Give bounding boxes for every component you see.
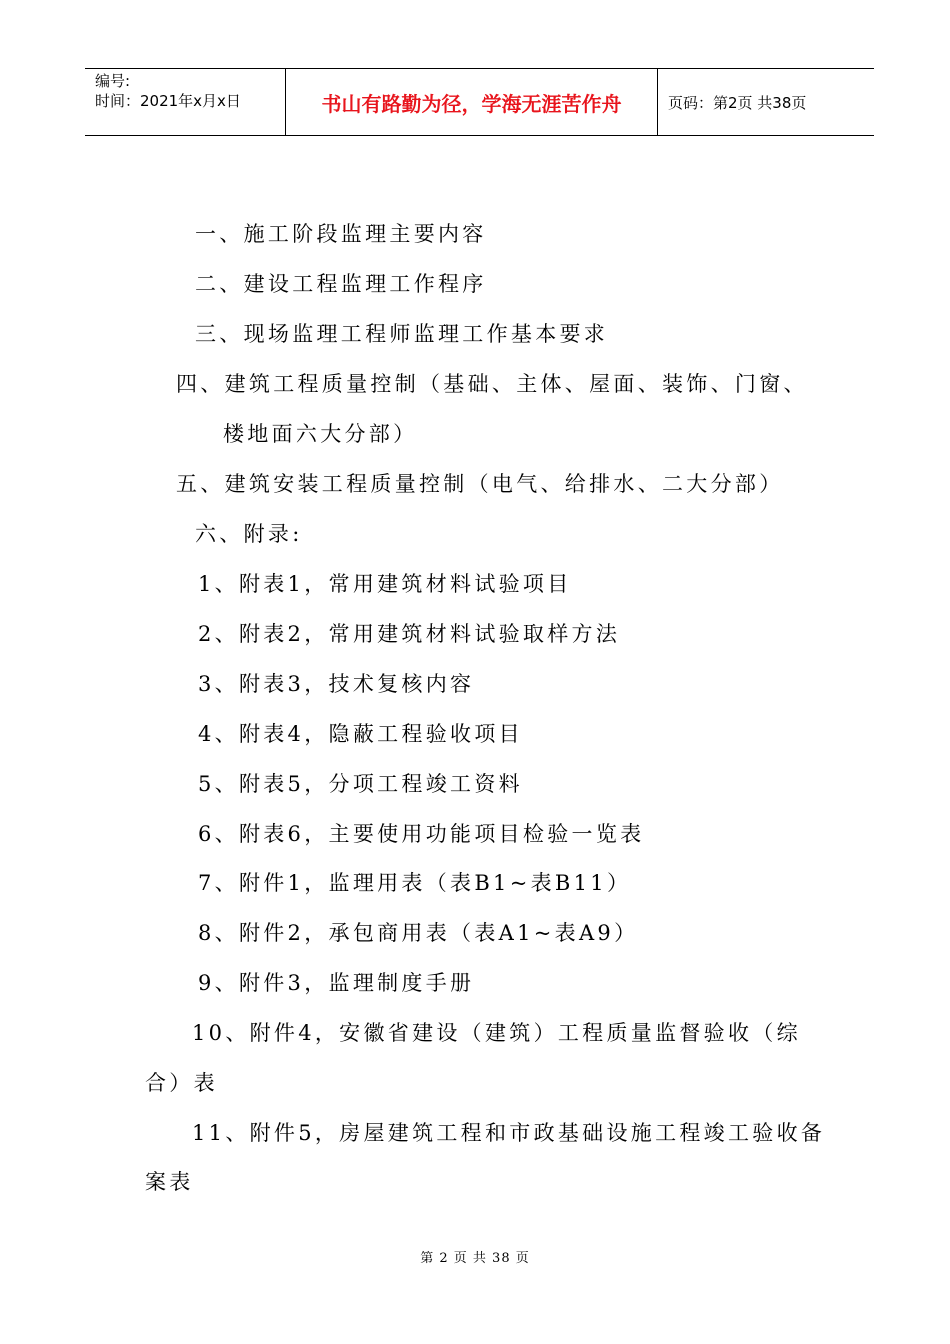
appendix-item: 9、附件3，监理制度手册	[198, 971, 475, 995]
appendix-item: 5、附表5，分项工程竣工资料	[198, 772, 523, 796]
appendix-item: 10、附件4，安徽省建设（建筑）工程质量监督验收（综	[192, 1021, 801, 1045]
header-motto: 书山有路勤为径，学海无涯苦作舟	[285, 69, 658, 135]
appendix-item: 4、附表4，隐蔽工程验收项目	[198, 722, 523, 746]
toc-item: 四、建筑工程质量控制（基础、主体、屋面、装饰、门窗、	[176, 372, 808, 396]
appendix-item: 11、附件5，房屋建筑工程和市政基础设施工程竣工验收备	[192, 1121, 826, 1145]
appendix-item-continuation: 案表	[145, 1170, 194, 1194]
toc-item: 三、现场监理工程师监理工作基本要求	[195, 322, 609, 346]
header-meta	[95, 71, 285, 111]
toc-item: 五、建筑安装工程质量控制（电气、给排水、二大分部）	[176, 472, 784, 496]
appendix-item: 2、附表2，常用建筑材料试验取样方法	[198, 622, 621, 646]
toc-item-continuation: 楼地面六大分部）	[223, 422, 418, 446]
page-header	[85, 68, 874, 136]
document-number-label: 编号:	[95, 72, 131, 90]
appendix-item: 8、附件2，承包商用表（表A1~表A9）	[198, 921, 639, 945]
page-footer: 第 2 页 共 38 页	[420, 1251, 530, 1266]
appendix-item-continuation: 合）表	[145, 1071, 218, 1095]
appendix-item: 6、附表6，主要使用功能项目检验一览表	[198, 822, 645, 846]
appendix-item: 3、附表3，技术复核内容	[198, 672, 475, 696]
header-page-info: 页码：第2页 共38页	[668, 93, 807, 112]
toc-item: 六、附录:	[195, 522, 303, 546]
appendix-item: 7、附件1，监理用表（表B1~表B11）	[198, 871, 632, 895]
appendix-item: 1、附表1，常用建筑材料试验项目	[198, 572, 572, 596]
toc-item: 二、建设工程监理工作程序	[195, 272, 487, 296]
document-time-label: 时间：2021年x月x日	[95, 92, 241, 110]
toc-item: 一、施工阶段监理主要内容	[195, 222, 487, 246]
